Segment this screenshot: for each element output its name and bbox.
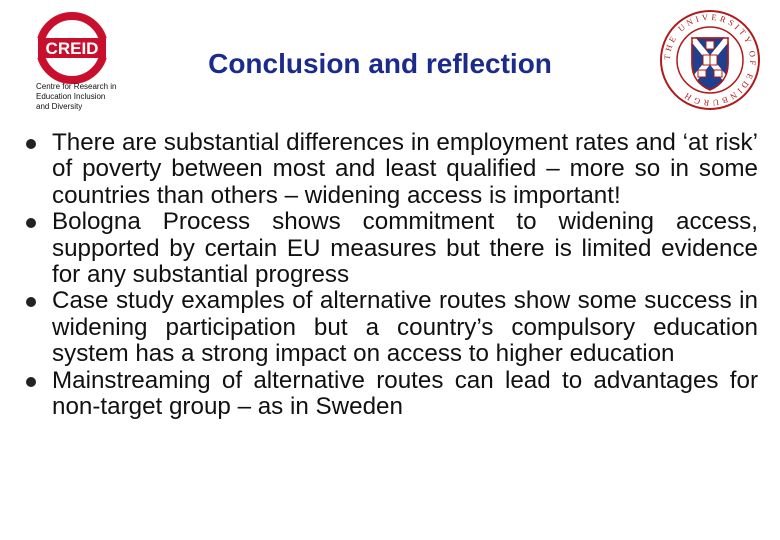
bullet-text: Mainstreaming of alternative routes can lead to advantages for non-target group – as in Sweden <box>52 366 758 421</box>
list-item <box>22 130 758 209</box>
creid-caption-line: Education Inclusion <box>36 92 106 101</box>
list-item <box>22 209 758 288</box>
creid-caption-line: Centre for Research in <box>36 82 117 91</box>
university-seal-icon <box>658 8 762 112</box>
creid-acronym: CREID <box>45 39 99 58</box>
page-title: Conclusion and reflection <box>208 48 552 79</box>
creid-logo <box>28 12 148 112</box>
creid-caption-line: and Diversity <box>36 102 83 111</box>
bullet-icon <box>26 377 36 387</box>
creid-mark-icon <box>36 12 108 84</box>
bullet-icon <box>26 218 36 228</box>
bullet-text: Bologna Process shows commitment to widening access, supported by certain EU measures but there is limited evidence for any substantial progress <box>52 208 758 289</box>
creid-caption <box>36 82 146 112</box>
list-item <box>22 288 758 367</box>
seal-motto: THE UNIVERSITY OF EDINBURGH <box>661 11 759 109</box>
list-item <box>22 368 758 421</box>
bullet-text: Case study examples of alternative routes show some success in widening participation but a country’s compulsory education system has a strong impact on access to higher education <box>52 287 758 368</box>
bullet-text: There are substantial differences in employment rates and ‘at risk’ of poverty between most and least qualified – more so in some countries than others – widening access is important! <box>52 129 758 209</box>
bullet-icon <box>26 139 36 149</box>
bullet-list <box>22 130 758 420</box>
bullet-icon <box>26 297 36 307</box>
